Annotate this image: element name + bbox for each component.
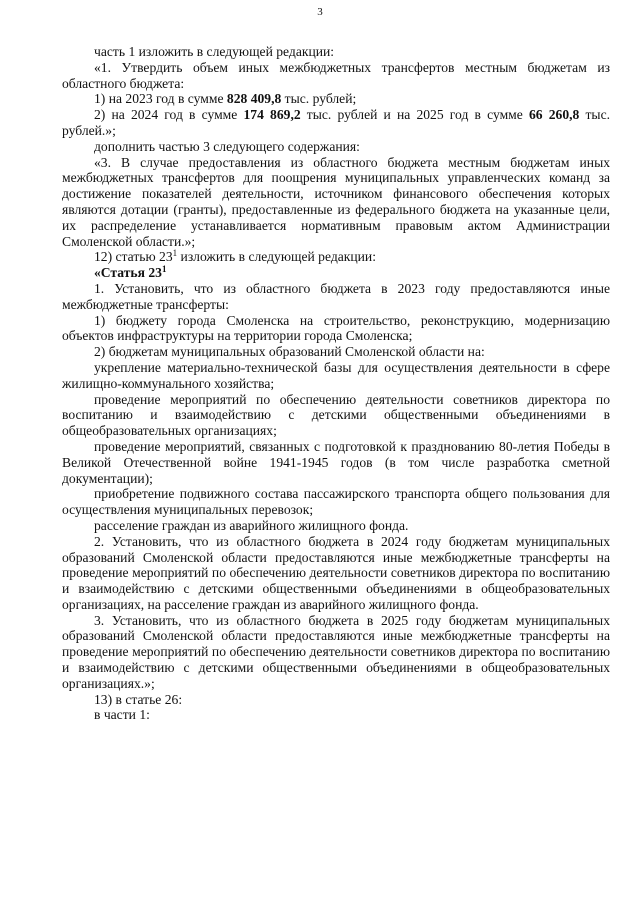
paragraph: «3. В случае предоставления из областного бюджета местным бюджетам иных межбюджетных трансфертов для поощрения муниципальных управленческих команд за достижение показателей деятельности, источником финансового обеспечения которых являются дотации (гранты), предоставленные из федерального бюджета на указанные цели, их распределение устанавливается нормативным правовым актом Администрации Смоленской области.»;	[62, 154, 610, 249]
paragraph: приобретение подвижного состава пассажирского транспорта общего пользования для осуществления муниципальных перевозок;	[62, 486, 610, 518]
paragraph: 12) статью $23^1$ изложить в следующей редакции:	[94, 248, 376, 265]
amount-2023: 828 409,8	[226, 91, 282, 107]
paragraph: 3. Установить, что из областного бюджета в 2025 году бюджетам муниципальных образований Смоленской области предоставляются иные межбюджетные трансферты на проведение мероприятий по обеспечению деятельности советников директора по воспитанию и взаимодействию с детскими общественными объединениями в общеобразовательных организациях.»;	[62, 612, 610, 691]
paragraph: 2) бюджетам муниципальных образований Смоленской области на:	[94, 344, 485, 360]
paragraph: расселение граждан из аварийного жилищного фонда.	[94, 517, 409, 533]
paragraph: 2. Установить, что из областного бюджета в 2024 году бюджетам муниципальных образований Смоленской области предоставляются иные межбюджетные трансферты на проведение мероприятий по обеспечению деятельности советников директора по воспитанию и взаимодействию с детскими общественными объединениями в общеобразовательных организациях, на расселение граждан из аварийного жилищного фонда.	[62, 533, 610, 612]
paragraph: укрепление материально-технической базы для осуществления деятельности в сфере жилищно-коммунального хозяйства;	[62, 359, 610, 391]
paragraph: проведение мероприятий по обеспечению деятельности советников директора по воспитанию и взаимодействию с детскими общественными объединениями в общеобразовательных организациях;	[62, 391, 610, 439]
paragraph: 1. Установить, что из областного бюджета в 2023 году предоставляются иные межбюджетные трансферты:	[62, 280, 610, 312]
article-heading: «Статья $23^1$	[94, 264, 167, 281]
paragraph: 13) в статье 26:	[94, 691, 183, 707]
paragraph: проведение мероприятий, связанных с подготовкой к празднованию 80-летия Победы в Великой Отечественной войне 1941-1945 годов (в том числе разработка сметной документации);	[62, 438, 610, 486]
paragraph: 2) на 2024 год в сумме 174 869,2 тыс. рублей и на 2025 год в сумме 66 260,8 тыс. рублей.»;	[62, 107, 610, 138]
paragraph: «1. Утвердить объем иных межбюджетных трансфертов местным бюджетам из областного бюджета:	[62, 59, 610, 91]
paragraph: часть 1 изложить в следующей редакции:	[94, 44, 335, 59]
paragraph: дополнить частью 3 следующего содержания:	[94, 138, 360, 154]
paragraph: в части 1:	[94, 707, 150, 723]
page-number: 3	[317, 6, 323, 18]
amount-2025: 66 260,8	[528, 107, 580, 123]
paragraph: 1) бюджету города Смоленска на строительство, реконструкцию, модернизацию объектов инфраструктуры на территории города Смоленска;	[62, 312, 610, 344]
document-body	[62, 44, 610, 723]
amount-2024: 174 869,2	[243, 107, 301, 123]
paragraph: 1) на 2023 год в сумме 828 409,8 тыс. рублей;	[94, 91, 357, 107]
